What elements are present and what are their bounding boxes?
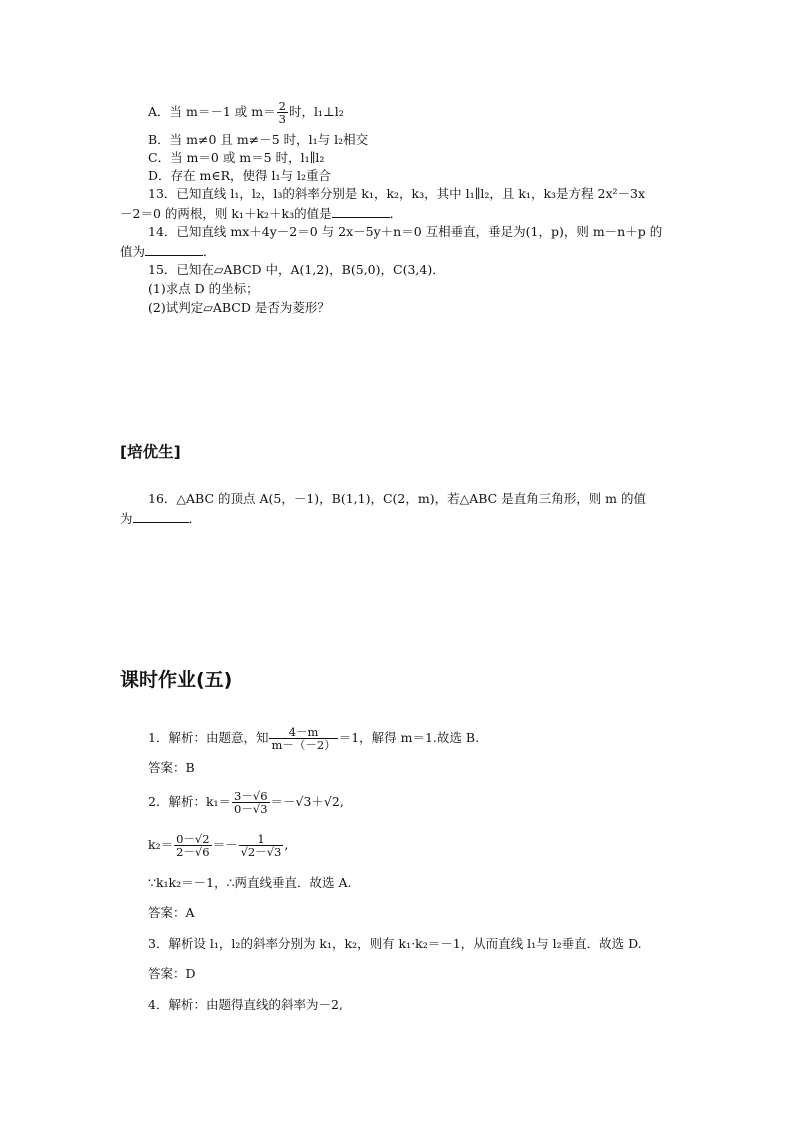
answer-2-k2-fraction <box>174 833 211 858</box>
answer-blank <box>133 510 189 523</box>
answer-2-k2-fraction-2 <box>239 833 284 858</box>
q13-line1: 13．已知直线 l₁，l₂，l₃的斜率分别是 k₁，k₂，k₃，其中 l₁∥l₂，且 k₁，k₃是方程 2x²－3x <box>148 186 646 201</box>
fraction-numerator: 3－√6 <box>234 789 268 803</box>
fraction-denominator: 2－√6 <box>176 845 210 859</box>
q15-sub1: (1)求点 D 的坐标； <box>148 281 259 296</box>
answer-2-k2 <box>148 833 288 858</box>
q12-option-a-post: 时，l₁⊥l₂ <box>288 104 344 119</box>
answer-2-k1-post: ＝－√3＋√2, <box>270 794 344 809</box>
q12-option-d: D．存在 m∈R，使得 l₁与 l₂重合 <box>148 168 331 183</box>
answer-1-result: 答案：B <box>148 760 195 775</box>
q15-line1: 15．已知在▱ABCD 中，A(1,2)，B(5,0)，C(3,4)． <box>148 262 445 277</box>
fraction-denominator: 0－√3 <box>234 802 268 816</box>
q13-line2 <box>120 205 402 222</box>
fraction-numerator: 2 <box>278 99 286 113</box>
answer-3-analysis: 3．解析设 l₁，l₂的斜率分别为 k₁，k₂，则有 k₁·k₂＝－1，从而直线 l₁与 l₂垂直．故选 D. <box>148 936 642 951</box>
answer-2-k2-pre: k₂＝ <box>148 837 174 852</box>
q15-sub2: (2)试判定▱ABCD 是否为菱形？ <box>148 300 330 315</box>
answer-1-post: ＝1，解得 m＝1.故选 B. <box>338 730 480 745</box>
answer-2-k1-pre: 2．解析：k₁＝ <box>148 794 232 809</box>
q13-end: ． <box>389 206 403 221</box>
answer-2-k2-mid: ＝－ <box>212 837 238 852</box>
q16-line2 <box>120 510 201 527</box>
q12-option-c: C．当 m＝0 或 m＝5 时，l₁∥l₂ <box>148 150 325 165</box>
answer-2-result: 答案：A <box>148 905 195 920</box>
q12-option-a <box>148 100 344 125</box>
answer-2-k1-fraction <box>232 790 269 815</box>
fraction-denominator: 3 <box>278 112 286 126</box>
fraction-denominator: √2－√3 <box>240 845 282 859</box>
q14-line1: 14．已知直线 mx＋4y－2＝0 与 2x－5y＋n＝0 互相垂直，垂足为(1，p)，则 m－n＋p 的 <box>148 224 663 239</box>
q14-line2-text: 值为 <box>120 244 146 259</box>
q16-line1: 16．△ABC 的顶点 A(5，－1)，B(1,1)，C(2，m)，若△ABC 是直角三角形，则 m 的值 <box>148 491 646 506</box>
answer-blank <box>145 243 203 256</box>
answer-4-analysis: 4．解析：由题得直线的斜率为－2, <box>148 997 343 1012</box>
q12-option-b: B．当 m≠0 且 m≠－5 时，l₁与 l₂相交 <box>148 132 369 147</box>
fraction-denominator: m－（－2） <box>271 738 336 752</box>
answer-3-result: 答案：D <box>148 966 196 981</box>
answer-1-analysis <box>148 726 479 751</box>
q16-line2-text: 为 <box>120 511 133 526</box>
answer-2-conclusion: ∵k₁k₂＝－1，∴两直线垂直．故选 A. <box>148 875 352 890</box>
q14-line2 <box>120 243 216 260</box>
answer-1-pre: 1．解析：由题意，知 <box>148 730 269 745</box>
fraction-numerator: 1 <box>239 833 284 846</box>
answer-blank <box>332 205 390 218</box>
answer-2-k1 <box>148 790 344 815</box>
q16-end: ． <box>188 511 202 526</box>
section-heading-peiyousheng: [培优生] <box>120 443 181 461</box>
fraction-numerator: 0－√2 <box>176 832 210 846</box>
answer-1-fraction <box>269 726 337 751</box>
fraction-two-thirds <box>277 100 288 125</box>
q14-end: ． <box>203 244 216 259</box>
fraction-numerator: 4－m <box>269 726 337 739</box>
q13-line2-text: －2＝0 的两根，则 k₁＋k₂＋k₃的值是 <box>120 206 332 221</box>
q12-option-a-pre: A．当 m＝－1 或 m＝ <box>148 104 276 119</box>
answer-2-k2-post: , <box>284 837 289 852</box>
section-heading-keshi-zuoye: 课时作业(五) <box>120 669 233 691</box>
